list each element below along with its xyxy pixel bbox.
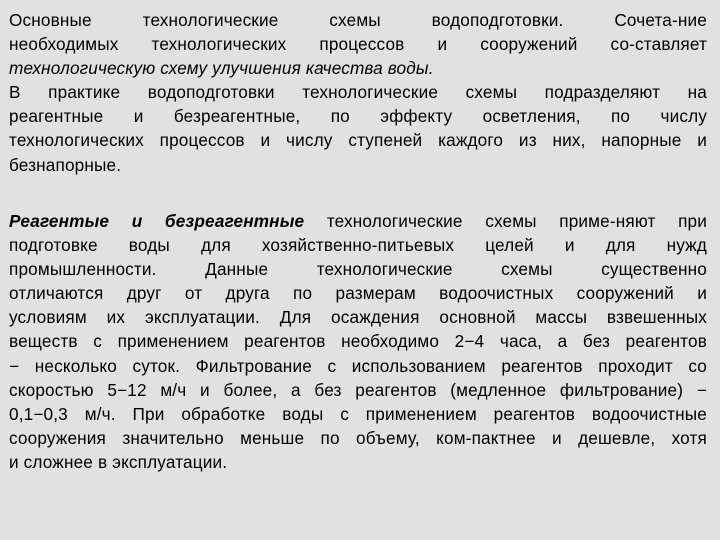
text-line: реагентные и безреагентные, по эффекту осветления, по числу: [9, 106, 707, 127]
bold-italic-term: Реагентые и безреагентные: [9, 211, 305, 231]
text-line: − несколько суток. Фильтрование с использованием реагентов проходит со: [9, 355, 707, 376]
reagent-text-block: [9, 209, 707, 474]
intro-text-block: [9, 8, 707, 177]
text-fragment: технологические схемы приме-няют при: [304, 211, 707, 231]
text-line: условиям их эксплуатации. Для осаждения основной массы взвешенных: [9, 307, 707, 328]
text-line: необходимых технологических процессов и сооружений со-ставляет: [9, 34, 707, 55]
text-line: технологических процессов и числу ступеней каждого из них, напорные и: [9, 130, 707, 151]
text-line: промышленности. Данные технологические схемы существенно: [9, 259, 707, 280]
text-line: и сложнее в эксплуатации.: [9, 451, 228, 472]
italic-definition: технологическую схему улучшения качества воды.: [9, 58, 434, 79]
text-line: веществ с применением реагентов необходимо 2−4 часа, а без реагентов: [9, 331, 707, 352]
text-line: В практике водоподготовки технологические схемы подразделяют на: [9, 82, 707, 103]
text-line: Основные технологические схемы водоподготовки. Сочета-ние: [9, 10, 707, 30]
text-line: [9, 209, 707, 233]
text-line: отличаются друг от друга по размерам водоочистных сооружений и: [9, 283, 707, 304]
text-line: безнапорные.: [9, 154, 122, 175]
text-line: подготовке воды для хозяйственно-питьевых целей и для нужд: [9, 235, 707, 256]
text-line: скоростью 5−12 м/ч и более, а без реагентов (медленное фильтрование) −: [9, 379, 707, 400]
text-line: 0,1−0,3 м/ч. При обработке воды с применением реагентов водоочистные: [9, 403, 707, 424]
text-line: сооружения значительно меньше по объему, ком-пактнее и дешевле, хотя: [9, 427, 707, 448]
text-line: [9, 56, 707, 80]
